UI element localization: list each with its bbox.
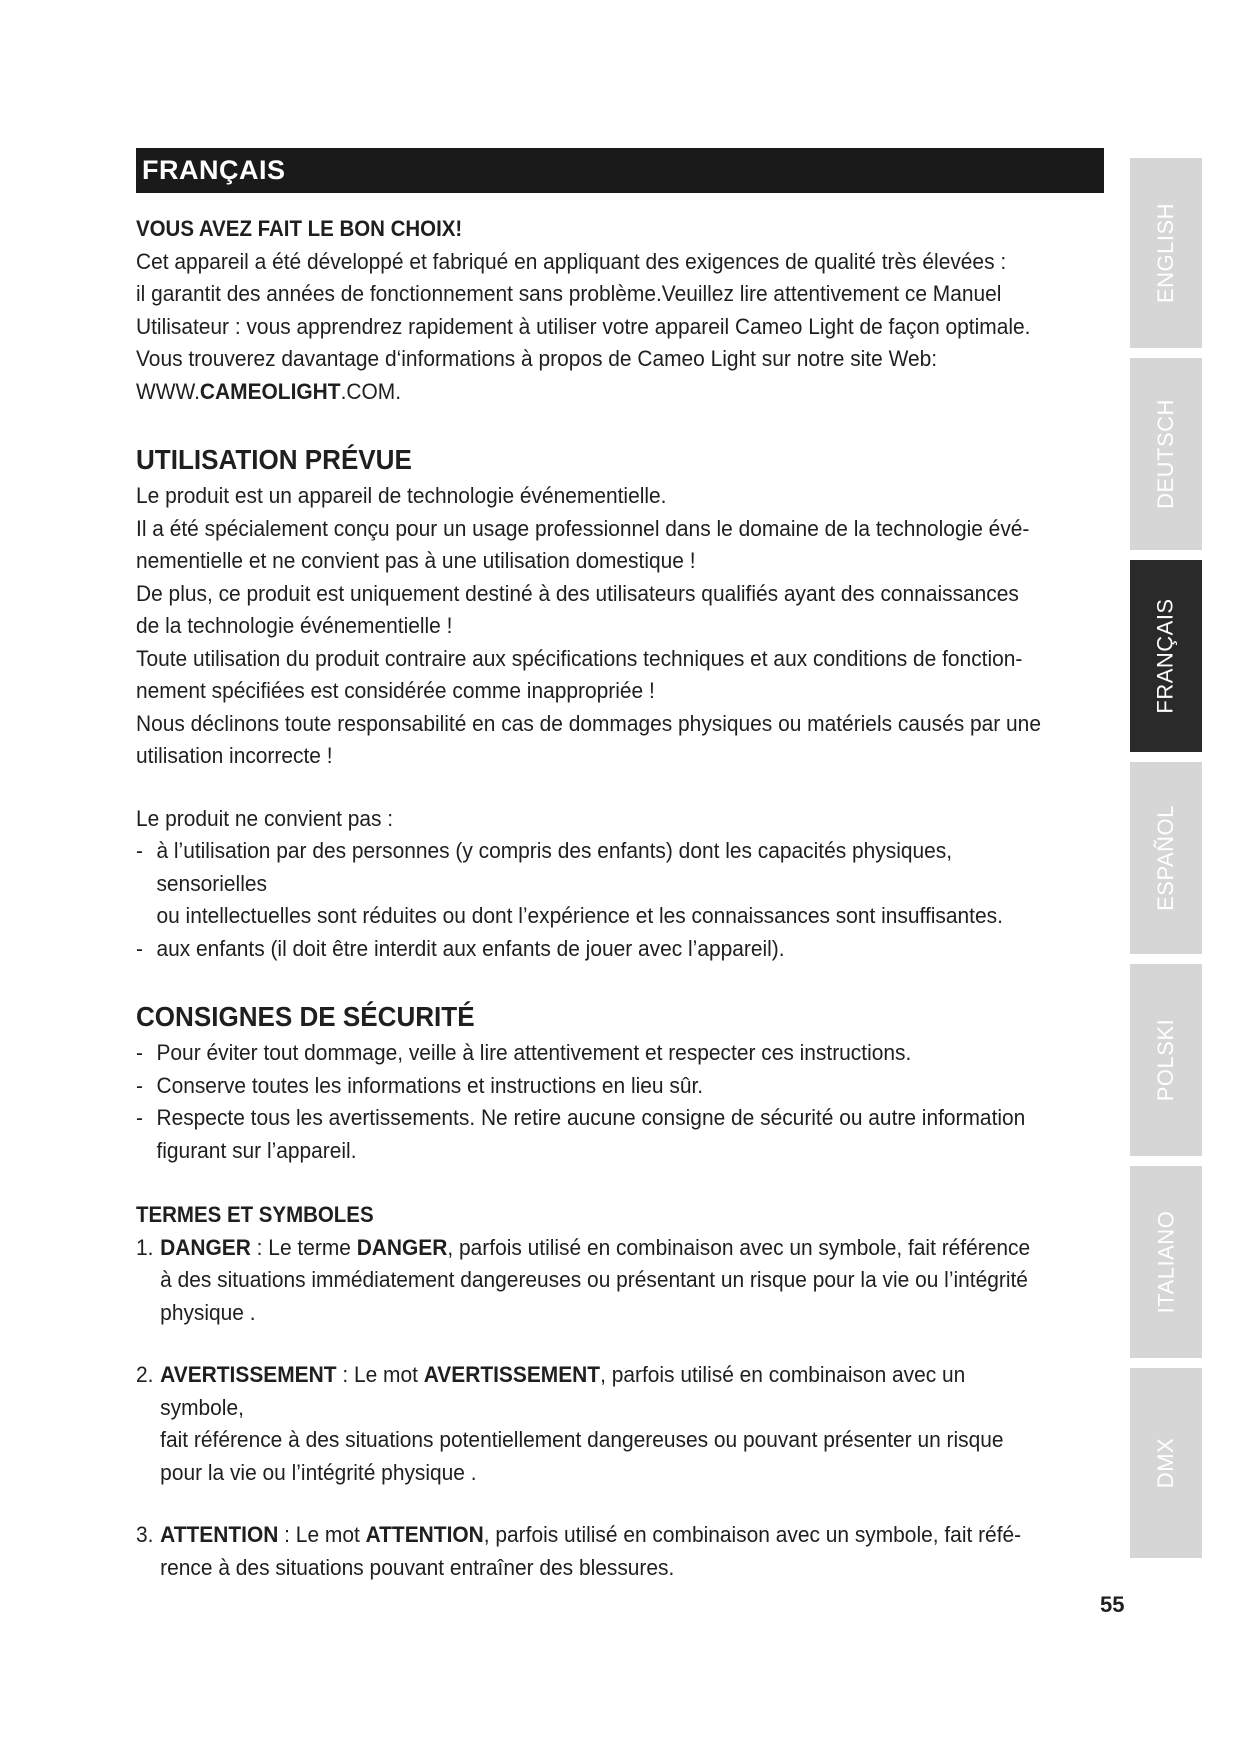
usage-line: nement spécifiées est considérée comme inappropriée ! [136, 678, 655, 703]
website-link[interactable]: WWW.CAMEOLIGHT.COM. [136, 378, 402, 404]
tab-italiano[interactable]: ITALIANO [1130, 1166, 1202, 1358]
usage-line: Il a été spécialement conçu pour un usage professionnel dans le domaine de la technologie évé- [136, 515, 1030, 541]
intro-line: Cet appareil a été développé et fabriqué en appliquant des exigences de qualité très élevées : [136, 248, 1007, 274]
tab-english[interactable]: ENGLISH [1130, 158, 1202, 348]
usage-line: Toute utilisation du produit contraire aux spécifications techniques et aux conditions de fonction- [136, 645, 1023, 671]
usage-line: Le produit est un appareil de technologie événementielle. [136, 483, 667, 508]
usage-line: De plus, ce produit est uniquement destiné à des utilisateurs qualifiés ayant des connaissances [136, 580, 1019, 606]
usage-line: Nous déclinons toute responsabilité en cas de dommages physiques ou matériels causés par une [136, 710, 1041, 736]
usage-line: utilisation incorrecte ! [136, 743, 333, 768]
section-title: FRANÇAIS [142, 155, 286, 185]
page-content [136, 213, 1047, 1584]
list-item: - aux enfants (il doit être interdit aux enfants de jouer avec l’appareil). [136, 935, 785, 961]
term-attention: 3. ATTENTION : Le mot ATTENTION, parfois utilisé en combinaison avec un symbole, fait réfé- rence à des situations pouvant entraîner des blessures. [136, 1522, 1022, 1580]
term-avertissement: 2. AVERTISSEMENT : Le mot AVERTISSEMENT, parfois utilisé en combinaison avec un symbole, fait référence à des situations potentiellement dangereuses ou pouvant présenter un risque pour la vie ou l’intégrité physique . [136, 1362, 1004, 1485]
tab-espanol[interactable]: ESPAÑOL [1130, 762, 1202, 954]
section-title-bar [136, 148, 1104, 193]
intro-line: Vous trouverez davantage d‘informations à propos de Cameo Light sur notre site Web: [136, 346, 938, 371]
list-item: - Pour éviter tout dommage, veille à lire attentivement et respecter ces instructions. [136, 1040, 912, 1065]
safety-heading: CONSIGNES DE SÉCURITÉ [136, 1001, 475, 1032]
terms-heading: TERMES ET SYMBOLES [136, 1202, 374, 1227]
website-brand: CAMEOLIGHT [199, 378, 341, 404]
intro-line: il garantit des années de fonctionnement sans problème.Veuillez lire attentivement ce Manuel [136, 281, 1002, 306]
usage-line: nementielle et ne convient pas à une utilisation domestique ! [136, 548, 696, 573]
term-danger: 1. DANGER : Le terme DANGER, parfois utilisé en combinaison avec un symbole, fait référence à des situations immédiatement dangereuses ou présentant un risque pour la vie ou l’intégrité physique . [136, 1234, 1031, 1325]
not-suitable-intro: Le produit ne convient pas : [136, 805, 394, 831]
usage-heading: UTILISATION PRÉVUE [136, 444, 412, 475]
tab-francais[interactable]: FRANÇAIS [1130, 560, 1202, 752]
usage-line: de la technologie événementielle ! [136, 613, 453, 638]
page-number: 55 [1100, 1592, 1125, 1617]
tab-deutsch[interactable]: DEUTSCH [1130, 358, 1202, 550]
tab-polski[interactable]: POLSKI [1130, 964, 1202, 1156]
tab-dmx[interactable]: DMX [1130, 1368, 1202, 1558]
list-item: - à l’utilisation par des personnes (y compris des enfants) dont les capacités physiques, sensorielles ou intellectuelles sont réduites ou dont l’expérience et les connaissances sont insuffisantes. [136, 838, 1003, 928]
intro-line: Utilisateur : vous apprendrez rapidement à utiliser votre appareil Cameo Light de façon optimale. [136, 313, 1031, 339]
intro-heading: VOUS AVEZ FAIT LE BON CHOIX! [136, 216, 463, 241]
list-item: - Respecte tous les avertissements. Ne retire aucune consigne de sécurité ou autre information figurant sur l’appareil. [136, 1105, 1026, 1163]
list-item: - Conserve toutes les informations et instructions en lieu sûr. [136, 1072, 704, 1098]
